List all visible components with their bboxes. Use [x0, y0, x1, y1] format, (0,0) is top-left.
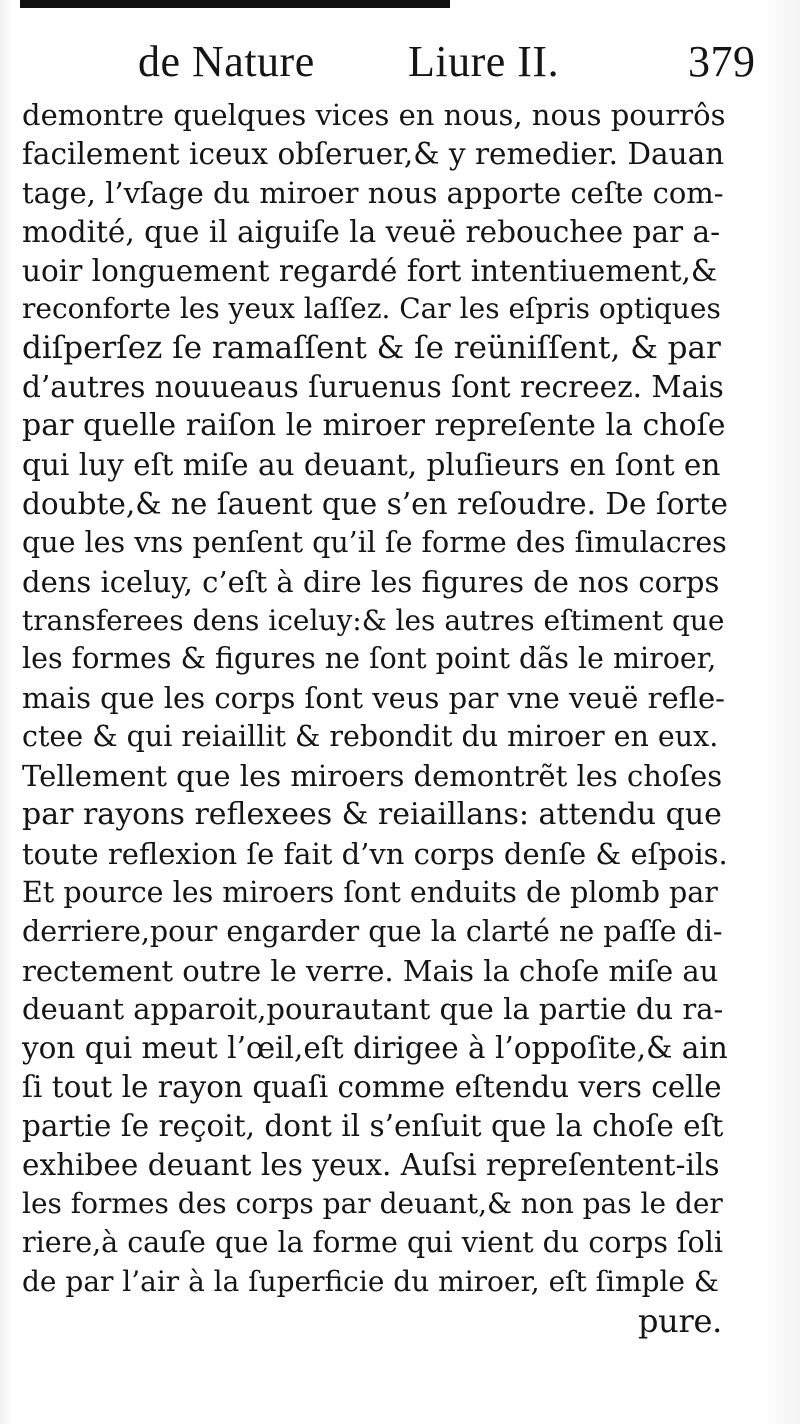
- text-line: derriere,pour engarder que la clarté ne paſſe di-: [22, 914, 723, 948]
- text-line: modité, que il aiguiſe la veuë rebouchee par a-: [22, 214, 721, 249]
- text-line: riere,à cauſe que la forme qui vient du corps ſoli: [22, 1225, 723, 1259]
- text-line: par rayons reflexees & reiaillans: attendu que: [22, 797, 722, 833]
- page-number: 379: [688, 37, 756, 86]
- text-line: toute reflexion ſe fait d’vn corps denſe & eſpois.: [22, 836, 728, 871]
- text-line: uoir longuement regardé fort intentiuement,&: [22, 253, 718, 288]
- text-line: les formes & figures ne ſont point dãs le miroer,: [22, 642, 717, 676]
- running-head-left: de Nature: [138, 37, 315, 86]
- text-line: deuant apparoit,pourautant que la partie du ra-: [22, 992, 724, 1027]
- text-line: doubte,& ne ſauent que s’en reſoudre. De ſorte: [22, 486, 728, 521]
- text-line: dens iceluy, c’eſt à dire les figures de nos corps: [22, 564, 720, 599]
- running-head: [0, 32, 800, 92]
- text-line: exhibee deuant les yeux. Auſsi repreſentent-ils: [22, 1148, 720, 1183]
- text-line: rectement outre le verre. Mais la choſe miſe au: [22, 953, 719, 988]
- text-line: qui luy eſt miſe au deuant, pluſieurs en ſont en: [22, 448, 721, 483]
- text-line: diſperſez ſe ramaſſent & ſe reüniſſent, & par: [22, 330, 721, 367]
- text-line: de par l’air à la ſuperficie du miroer, eſt ſimple &: [22, 1264, 719, 1298]
- text-line: par quelle raiſon le miroer repreſente la choſe: [22, 408, 726, 444]
- text-line: mais que les corps ſont veus par vne veuë refle-: [22, 681, 725, 716]
- running-head-book: Liure II.: [408, 37, 560, 86]
- top-border-rule: [20, 0, 450, 8]
- text-line: partie ſe reçoit, dont il s’enſuit que la choſe eſt: [22, 1109, 724, 1144]
- text-line: que les vns penſent qu’il ſe forme des ſimulacres: [22, 525, 727, 559]
- text-line: Et pource les miroers ſont enduits de plomb par: [22, 875, 718, 909]
- text-line: reconforte les yeux laſſez. Car les eſpris optiques: [22, 292, 721, 326]
- final-word: pure.: [637, 1301, 722, 1340]
- text-line: ſi tout le rayon quaſi comme eſtendu vers celle: [22, 1070, 722, 1105]
- text-line: les formes des corps par deuant,& non pas le der: [22, 1186, 723, 1220]
- text-line: Tellement que les miroers demontrẽt les choſes: [22, 759, 723, 794]
- text-line: yon qui meut l’œil,eſt dirigee à l’oppoſite,& ain: [22, 1031, 728, 1066]
- text-line: ctee & qui reiaillit & rebondit du miroer en eux.: [22, 720, 719, 754]
- text-line: d’autres nouueaus ſuruenus ſont recreez. Mais: [22, 370, 724, 405]
- body-text: [22, 96, 728, 1341]
- text-line: demontre quelques vices en nous, nous pourrôs: [22, 98, 726, 132]
- text-line: tage, l’vſage du miroer nous apporte ceſte com-: [22, 175, 724, 210]
- text-line: facilement iceux obſeruer,& y remedier. Dauan: [22, 136, 725, 171]
- text-line: transferees dens iceluy:& les autres eſtiment que: [22, 603, 725, 637]
